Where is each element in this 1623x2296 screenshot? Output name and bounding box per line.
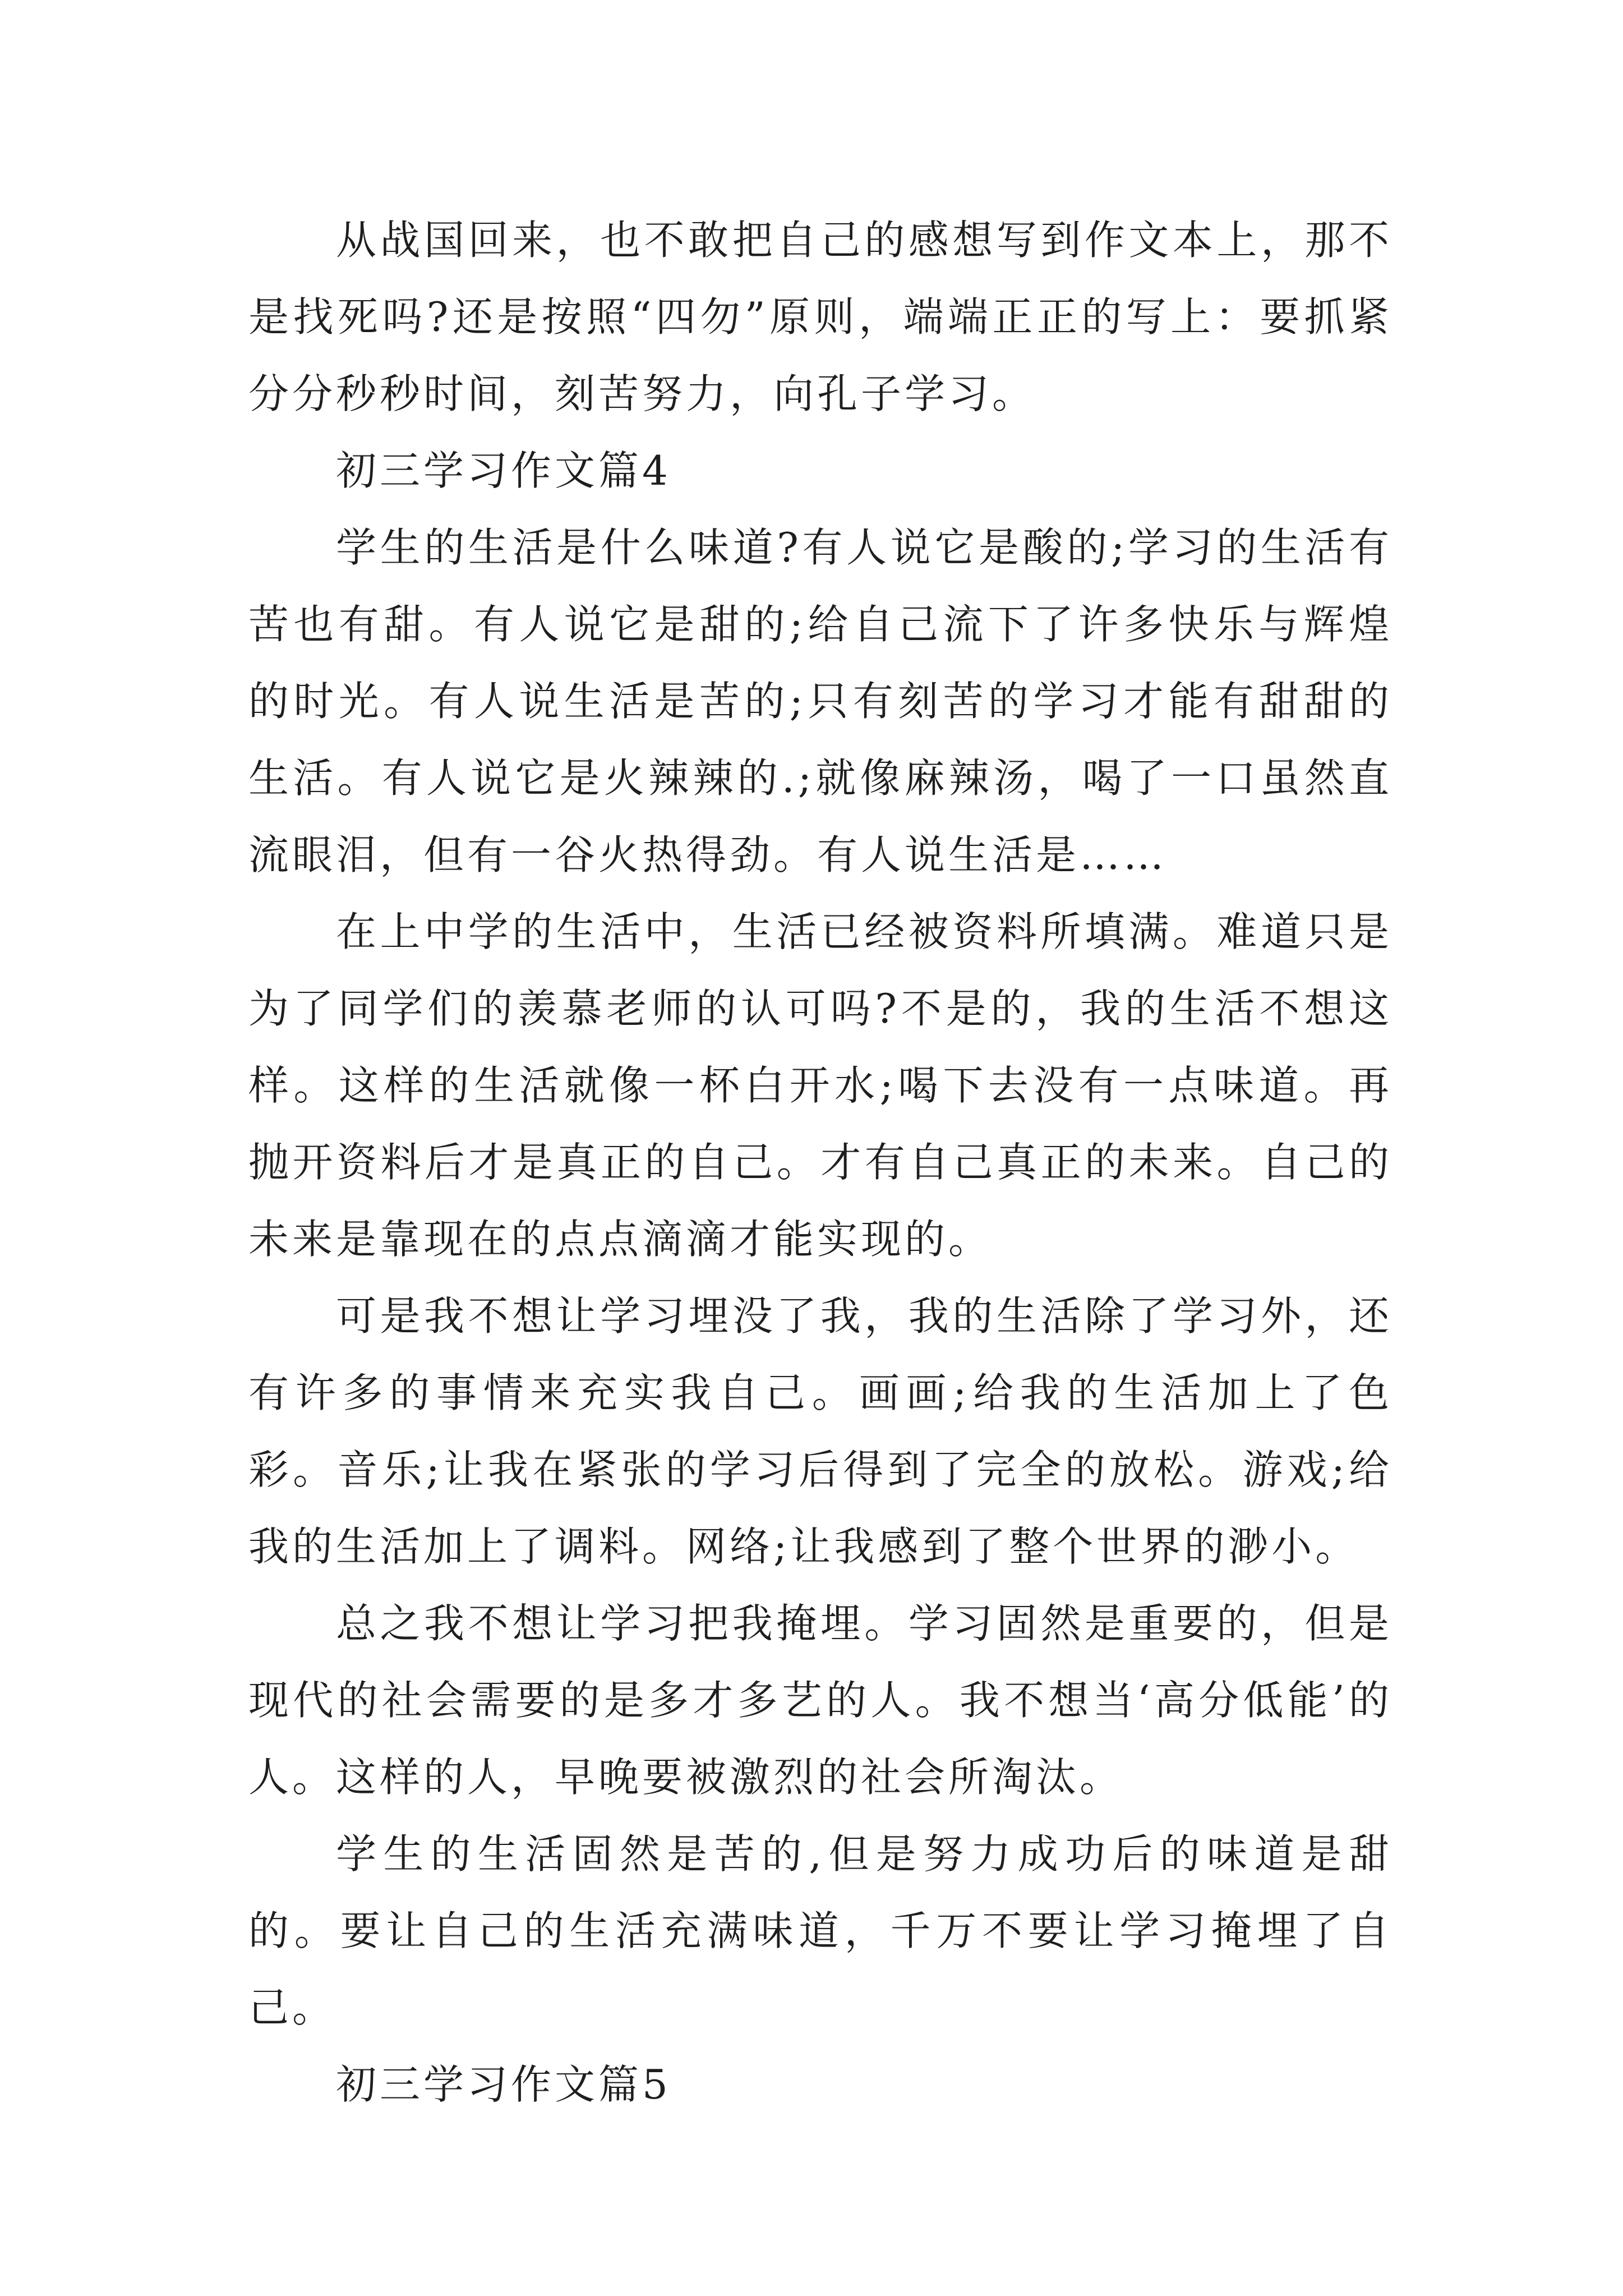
- paragraph-war-states: 从战国回来，也不敢把自己的感想写到作文本上，那不是找死吗?还是按照“四勿”原则，端端正正的写上：要抓紧分分秒秒时间，刻苦努力，向孔子学习。: [248, 217, 1393, 417]
- paragraph-hobbies: 可是我不想让学习埋没了我，我的生活除了学习外，还有许多的事情来充实我自己。画画;给我的生活加上了色彩。音乐;让我在紧张的学习后得到了完全的放松。游戏;给我的生活加上了调料。网络;让我感到了整个世界的渺小。: [248, 1292, 1393, 1570]
- document-body: [248, 202, 1393, 2123]
- paragraph-life-taste: 学生的生活是什么味道?有人说它是酸的;学习的生活有苦也有甜。有人说它是甜的;给自己流下了许多快乐与辉煌的时光。有人说生活是苦的;只有刻苦的学习才能有甜甜的生活。有人说它是火辣辣的.;就像麻辣汤，喝了一口虽然直流眼泪，但有一谷火热得劲。有人说生活是……: [248, 524, 1393, 878]
- paragraph-closing: 学生的生活固然是苦的,但是努力成功后的味道是甜的。要让自己的生活充满味道，千万不要让学习掩埋了自己。: [248, 1830, 1393, 2031]
- section-heading-5: 初三学习作文篇5: [336, 2061, 671, 2108]
- paragraph-middle-school: 在上中学的生活中，生活已经被资料所填满。难道只是为了同学们的羡慕老师的认可吗?不是的，我的生活不想这样。这样的生活就像一杯白开水;喝下去没有一点味道。再抛开资料后才是真正的自己。才有自己真正的未来。自己的未来是靠现在的点点滴滴才能实现的。: [248, 908, 1393, 1263]
- paragraph-conclusion: 总之我不想让学习把我掩埋。学习固然是重要的，但是现代的社会需要的是多才多艺的人。我不想当‘高分低能’的人。这样的人，早晚要被激烈的社会所淘汰。: [248, 1600, 1393, 1801]
- section-heading-4: 初三学习作文篇4: [336, 447, 671, 494]
